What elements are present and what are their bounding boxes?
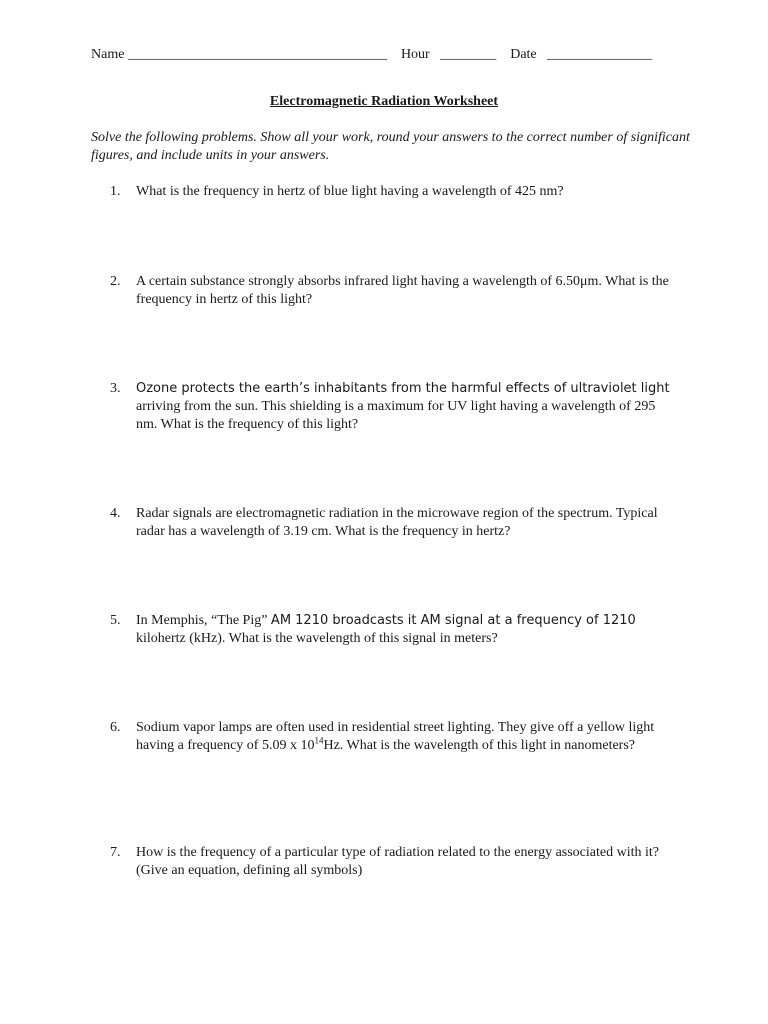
question-5 xyxy=(110,612,680,648)
hour-label: Hour xyxy=(400,47,430,62)
question-number: 5. xyxy=(110,613,121,628)
question-4 xyxy=(110,505,680,541)
question-text xyxy=(136,380,680,434)
question-number: 7. xyxy=(110,845,121,860)
question-text-part: arriving from the sun. This shielding is a maximum for UV light having a wavelength of 295 nm. What is the frequency of this light? xyxy=(136,399,656,432)
instructions-text: Solve the following problems. Show all your work, round your answers to the correct number of significant figures, and include units in your answers. xyxy=(91,130,690,163)
name-label: Name xyxy=(91,47,125,62)
question-text: How is the frequency of a particular type of radiation related to the energy associated with it? (Give an equation, defining all symbols) xyxy=(136,845,659,878)
name-field[interactable]: _____________________________________ xyxy=(127,47,387,62)
student-info-line xyxy=(91,46,691,64)
exponent: 14 xyxy=(314,735,324,746)
question-number: 6. xyxy=(110,720,121,735)
question-text-part: kilohertz (kHz). What is the wavelength of this signal in meters? xyxy=(136,631,498,646)
question-text: Radar signals are electromagnetic radiation in the microwave region of the spectrum. Typical radar has a wavelength of 3.19 cm. What is the frequency in hertz? xyxy=(136,506,658,539)
question-number: 3. xyxy=(110,381,121,396)
question-3 xyxy=(110,380,680,434)
date-field[interactable]: _______________ xyxy=(547,47,653,62)
date-label: Date xyxy=(510,47,537,62)
question-text xyxy=(136,612,680,648)
question-text-part: Hz. What is the wavelength of this light in nanometers? xyxy=(323,738,636,753)
question-number: 4. xyxy=(110,506,121,521)
hour-field[interactable]: ________ xyxy=(440,47,497,62)
question-text: A certain substance strongly absorbs infrared light having a wavelength of 6.50μm. What is the frequency in hertz of this light? xyxy=(136,274,669,307)
question-7 xyxy=(110,844,680,880)
question-1 xyxy=(110,183,680,201)
question-text-part: AM 1210 broadcasts it AM signal at a frequency of 1210 xyxy=(270,613,636,628)
question-text-part: Sodium vapor lamps are often used in residential street lighting. They give off a yellow light having a frequency of 5.09 x 10 xyxy=(136,720,655,753)
question-number: 2. xyxy=(110,274,121,289)
question-2 xyxy=(110,273,680,309)
question-number: 1. xyxy=(110,184,121,199)
question-6 xyxy=(110,719,680,755)
worksheet-title: Electromagnetic Radiation Worksheet xyxy=(269,94,499,109)
question-text xyxy=(136,719,680,755)
question-text-part: Ozone protects the earth’s inhabitants from the harmful effects of ultraviolet light xyxy=(136,381,670,396)
question-text-part: In Memphis, “The Pig” xyxy=(136,613,268,628)
question-text: What is the frequency in hertz of blue light having a wavelength of 425 nm? xyxy=(136,184,564,199)
